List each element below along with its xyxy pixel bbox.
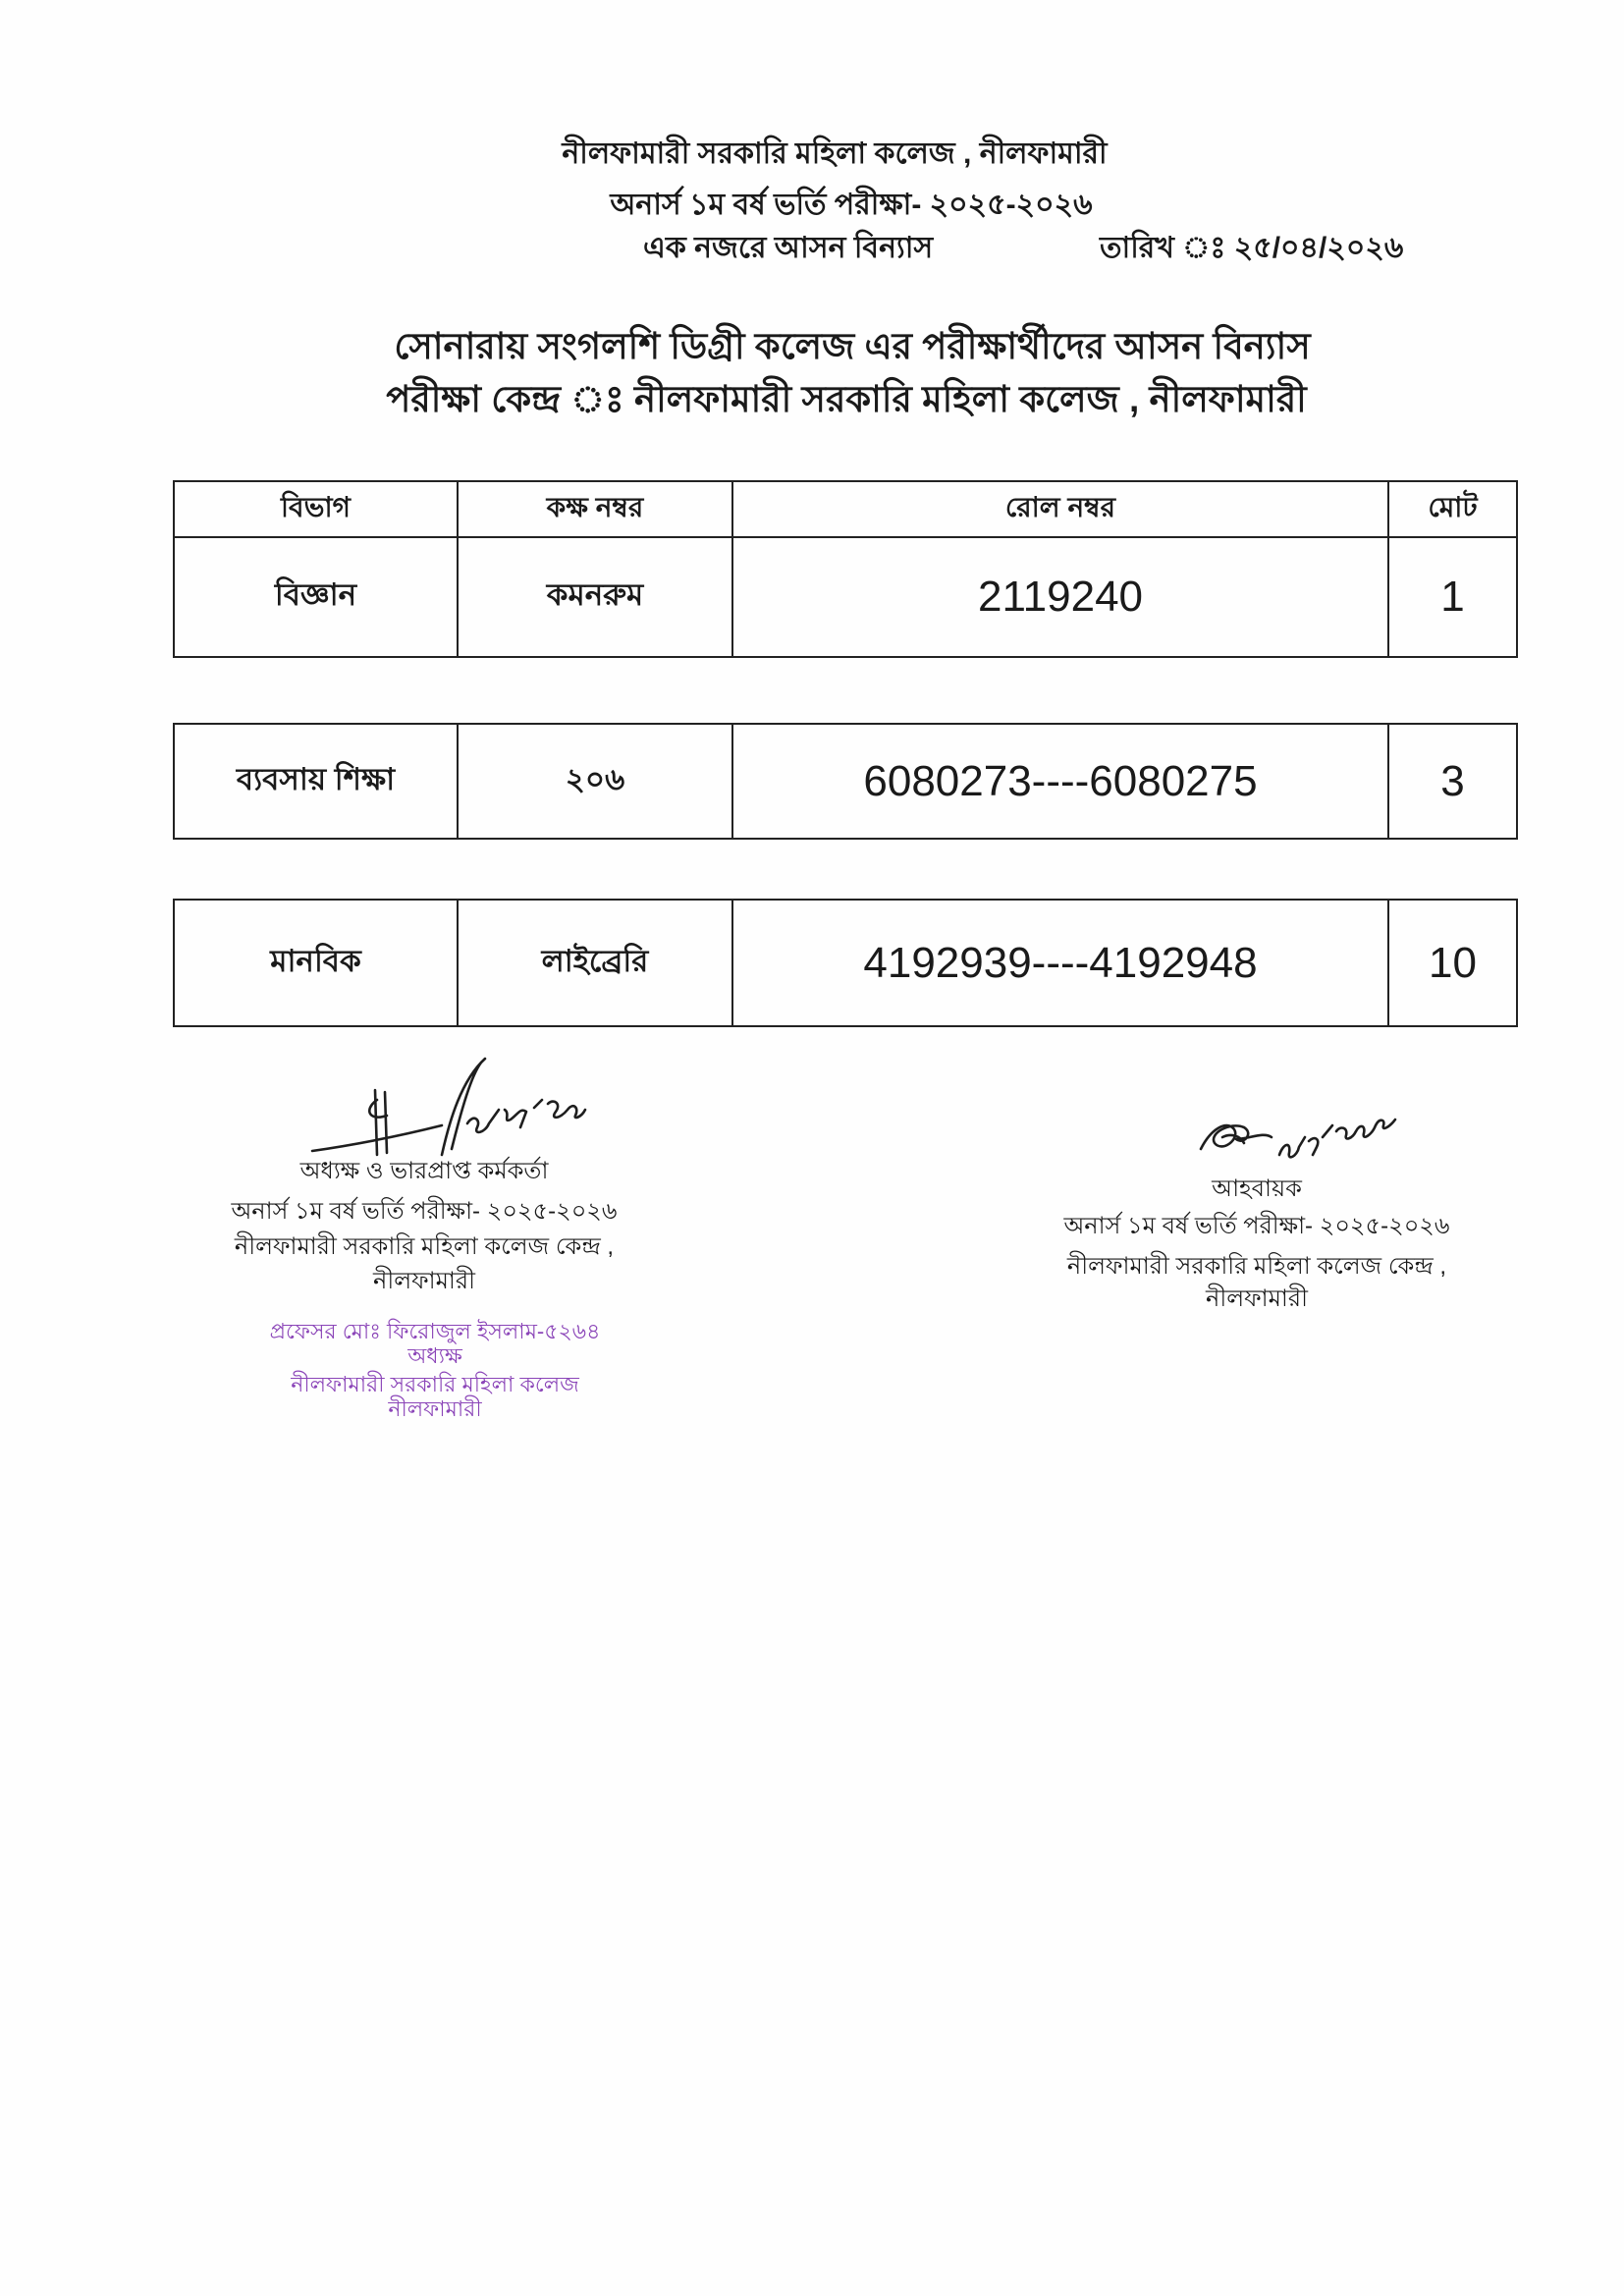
department-cell: মানবিক (174, 900, 458, 1026)
document-date: তারিখ ঃ ২৫/০৪/২০২৬ (1100, 232, 1404, 264)
stamp-district: নীলফামারী (388, 1396, 482, 1421)
table-header-row (174, 481, 1517, 537)
seat-table-humanities (173, 899, 1518, 1027)
table-row (174, 724, 1517, 839)
stamp-college: নীলফামারী সরকারি মহিলা কলেজ (291, 1372, 579, 1396)
institution-heading: নীলফামারী সরকারি মহিলা কলেজ , নীলফামারী (562, 137, 1108, 170)
principal-title: অধ্যক্ষ ও ভারপ্রাপ্ত কর্মকর্তা (299, 1158, 549, 1184)
total-cell: 1 (1388, 537, 1517, 657)
convener-exam: অনার্স ১ম বর্ষ ভর্তি পরীক্ষা- ২০২৫-২০২৬ (1063, 1213, 1450, 1239)
seat-table-science (173, 480, 1518, 658)
convener-title: আহবায়ক (1212, 1175, 1302, 1202)
department-cell: বিজ্ঞান (174, 537, 458, 657)
seat-table-business (173, 723, 1518, 840)
principal-exam: অনার্স ১ম বর্ষ ভর্তি পরীক্ষা- ২০২৫-২০২৬ (231, 1198, 618, 1225)
room-cell: লাইব্রেরি (458, 900, 732, 1026)
column-header-roll: রোল নম্বর (732, 481, 1388, 537)
table-row (174, 900, 1517, 1026)
exam-center-title: পরীক্ষা কেন্দ্র ঃ নীলফামারী সরকারি মহিলা কলেজ , নীলফামারী (386, 379, 1307, 419)
exam-heading: অনার্স ১ম বর্ষ ভর্তি পরীক্ষা- ২০২৫-২০২৬ (610, 189, 1093, 221)
convener-signature (1193, 1088, 1429, 1176)
stamp-designation: অধ্যক্ষ (407, 1343, 462, 1368)
principal-district: নীলফামারী (373, 1268, 475, 1294)
roll-cell: 4192939----4192948 (732, 900, 1388, 1026)
room-cell: ২০৬ (458, 724, 732, 839)
table-row (174, 537, 1517, 657)
principal-center: নীলফামারী সরকারি মহিলা কলেজ কেন্দ্র , (234, 1233, 615, 1260)
principal-signature (295, 1051, 589, 1164)
seat-overview-label: এক নজরে আসন বিন্যাস (643, 232, 934, 264)
column-header-room: কক্ষ নম্বর (458, 481, 732, 537)
roll-cell: 2119240 (732, 537, 1388, 657)
total-cell: 10 (1388, 900, 1517, 1026)
page-title: সোনারায় সংগলশি ডিগ্রী কলেজ এর পরীক্ষার্থীদের আসন বিন্যাস (394, 326, 1311, 366)
room-cell: কমনরুম (458, 537, 732, 657)
column-header-department: বিভাগ (174, 481, 458, 537)
column-header-total: মোট (1388, 481, 1517, 537)
convener-center: নীলফামারী সরকারি মহিলা কলেজ কেন্দ্র , (1066, 1253, 1447, 1280)
convener-district: নীলফামারী (1206, 1285, 1308, 1312)
roll-cell: 6080273----6080275 (732, 724, 1388, 839)
stamp-name: প্রফেসর মোঃ ফিরোজুল ইসলাম-৫২৬৪ (269, 1319, 601, 1343)
department-cell: ব্যবসায় শিক্ষা (174, 724, 458, 839)
total-cell: 3 (1388, 724, 1517, 839)
